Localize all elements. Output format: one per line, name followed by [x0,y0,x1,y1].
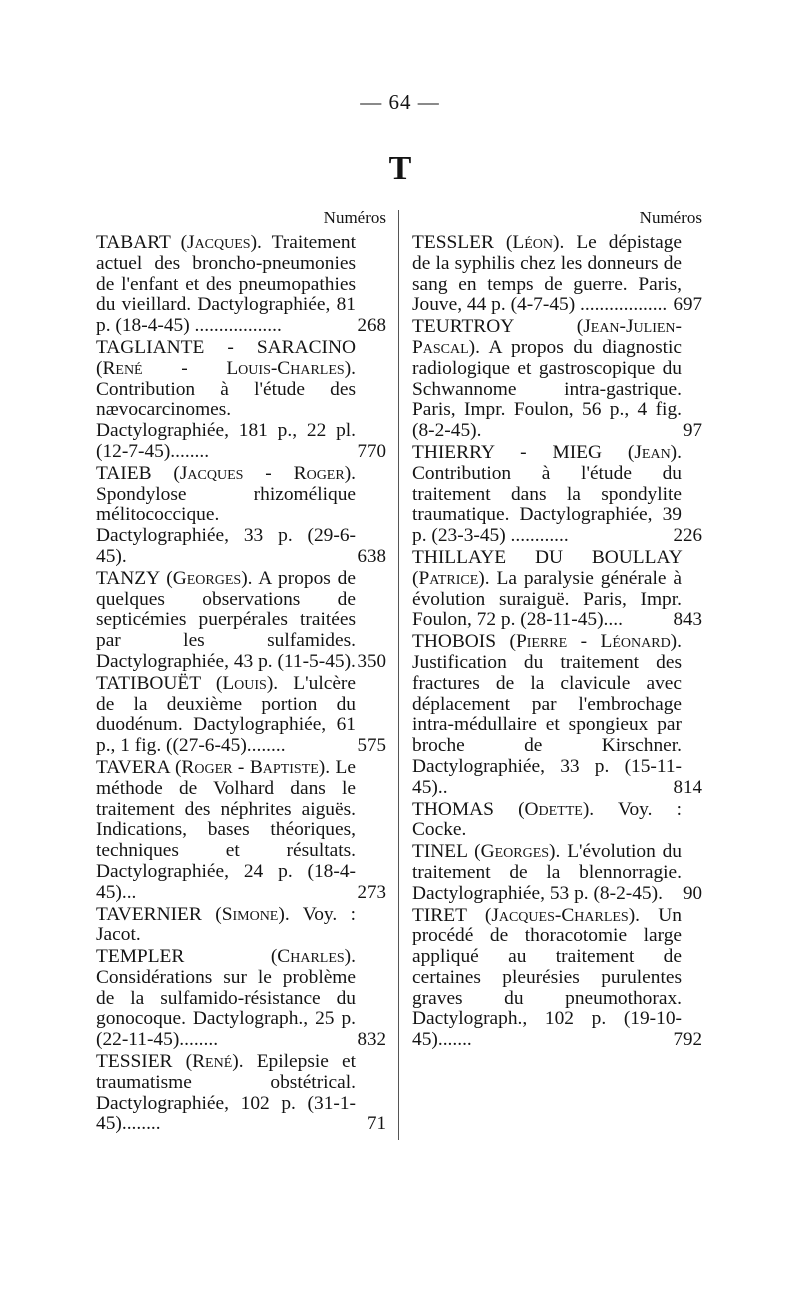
author-given-names: (Roger - Baptiste). [174,756,331,778]
entry-number: 792 [673,1029,702,1051]
index-entry [96,905,386,947]
entry-body [96,758,356,904]
author-given-names: (Simone). [215,903,290,925]
entry-body [412,842,682,904]
author-surname: TAVERNIER [96,903,202,925]
column-header: Numéros [639,208,702,227]
author-given-names: (René). [185,1051,244,1073]
author-given-names: (Georges). [474,841,561,863]
thesis-description: Le méthode de Volhard dans le traitement des néphrites aiguës. Indications, bases théoriques, techniques et résultats. Dactylographiée, 24 p. (18-4-45)... [96,756,356,903]
entry-body [412,317,682,442]
author-surname: THILLAYE DU BOULLAY [412,546,682,568]
author-given-names: (Jean). [627,441,682,463]
entry-number: 697 [673,294,702,316]
author-surname: TESSLER [412,232,494,253]
author-given-names: (Odette). [518,798,595,820]
index-entry [96,464,386,568]
index-entry [412,548,702,631]
author-given-names: (Pierre - Léonard). [509,631,682,653]
section-letter: T [388,150,412,187]
thesis-description: Justification du traitement des fractures de la clavicule avec déplacement par l'embrochage intra-médullaire et spongieux par broche de Kirschner. Dactylographiée, 33 p. (15-11-45).. [412,651,682,798]
entry-body [96,233,356,337]
author-surname: TEURTROY [412,316,514,338]
entry-body [412,906,682,1052]
index-entry [412,800,702,842]
index-entry [96,569,386,673]
thesis-description: La paralysie générale à évolution suraiguë. Paris, Impr. Foulon, 72 p. (28-11-45).... [412,567,682,631]
entry-number: 226 [673,525,702,547]
thesis-description: Contribution à l'étude du traitement dans la spondylite traumatique. Dactylographiée, 39 p. (23-3-45) ............ [412,462,682,547]
author-given-names: (René - Louis-Charles). [96,357,356,379]
index-entry [412,632,702,798]
author-surname: TANZY [96,567,160,589]
left-column [96,207,386,1136]
thesis-description: Considérations sur le problème de la sulfamido-résistance du gonocoque. Dactylograph., 25 p. (22-11-45)........ [96,966,356,1051]
author-surname: TABART [96,232,171,253]
entry-body [412,632,682,798]
thesis-description: Epilepsie et traumatisme obstétrical. Dactylographiée, 102 p. (31-1-45)........ [96,1051,356,1135]
column-divider [398,210,399,1140]
author-surname: TAIEB [96,462,152,484]
thesis-description: Le dépistage de la syphilis chez les donneurs de sang en temps de guerre. Paris, Jouve, 44 p. (4-7-45) .................. [412,232,682,316]
author-surname: THIERRY - MIEG [412,441,603,463]
entry-number: 97 [683,420,702,442]
index-entry [412,842,702,904]
entry-number: 814 [673,776,702,798]
entry-body [412,233,682,316]
entry-number: 71 [367,1113,386,1135]
entry-number: 268 [357,315,386,337]
entry-number: 575 [357,735,386,757]
thesis-description: Spondylose rhizomélique mélitococcique. Dactylographiée, 33 p. (29-6-45). [96,483,356,567]
index-entry [96,758,386,904]
thesis-description: Voy. : Jacot. [96,903,357,946]
entry-body [96,1052,356,1135]
index-entry [412,906,702,1052]
author-surname: TATIBOUËT [96,672,201,694]
entry-number: 638 [357,545,386,567]
entry-number: 770 [357,440,386,462]
entry-number: 273 [357,881,386,903]
author-given-names: (Louis). [215,672,279,694]
index-entry [96,674,386,757]
thesis-description: Contribution à l'étude des nævocarcinomes. Dactylographiée, 181 p., 22 pl. (12-7-45)........ [96,378,356,462]
author-given-names: (Georges). [166,567,253,589]
entry-body [96,905,356,947]
index-entry [96,1052,386,1135]
author-surname: TESSIER [96,1051,173,1073]
entry-body [96,947,356,1051]
author-given-names: (Léon). [505,232,565,253]
thesis-description: Voy. : Cocke. [412,798,682,841]
thesis-description: L'évolution du traitement de la blennorragie. Dactylographiée, 53 p. (8-2-45). [412,841,682,904]
index-entry [96,233,386,337]
author-given-names: (Jacques-Charles). [484,904,641,926]
index-entry [412,443,702,547]
author-surname: TINEL [412,841,468,863]
author-given-names: (Jean-Julien-Pascal). [412,316,682,358]
entry-body [96,338,356,463]
thesis-description: Traitement actuel des broncho-pneumonies de l'enfant et des pneumopathies du vieillard. Dactylographiée, 81 p. (18-4-45) .................. [96,232,356,337]
author-given-names: (Patrice). [412,567,490,589]
column-header: Numéros [323,208,386,227]
right-column [412,207,702,1052]
entry-number: 350 [357,650,386,672]
thesis-description: L'ulcère de la deuxième portion du duodénum. Dactylographiée, 61 p., 1 fig. ((27-6-45)........ [96,672,356,757]
author-surname: THOMAS [412,798,494,820]
author-surname: TEMPLER [96,946,185,968]
index-entry [412,317,702,442]
thesis-description: A propos de quelques observations de septicémies puerpérales traitées par les sulfamides. Dactylographiée, 43 p. (11-5-45). [96,567,356,672]
thesis-description: Un procédé de thoracotomie large appliqué au traitement de certaines pleurésies purulentes graves du pneumothorax. Dactylograph., 102 p. (19-10-45)....... [412,904,682,1051]
entry-body [412,800,682,842]
author-surname: TAGLIANTE - SARACINO [96,336,356,358]
entry-body [96,674,356,757]
page-number: — 64 — [360,90,440,114]
index-entry [412,233,702,316]
thesis-description: A propos du diagnostic radiologique et gastroscopique du Schwannome intra-gastrique. Paris, Impr. Foulon, 56 p., 4 fig. (8-2-45). [412,336,682,442]
index-entry [96,338,386,463]
author-given-names: (Charles). [270,946,356,968]
entry-number: 90 [683,882,702,904]
entry-body [96,464,356,568]
entry-body [412,548,682,631]
author-surname: THOBOIS [412,631,497,653]
author-surname: TAVERA [96,756,170,778]
entry-number: 843 [673,609,702,631]
entry-body [412,443,682,547]
author-surname: TIRET [412,904,467,926]
author-given-names: (Jacques - Roger). [173,462,356,484]
author-given-names: (Jacques). [180,232,262,253]
entry-number: 832 [357,1029,386,1051]
index-entry [96,947,386,1051]
entry-body [96,569,356,673]
